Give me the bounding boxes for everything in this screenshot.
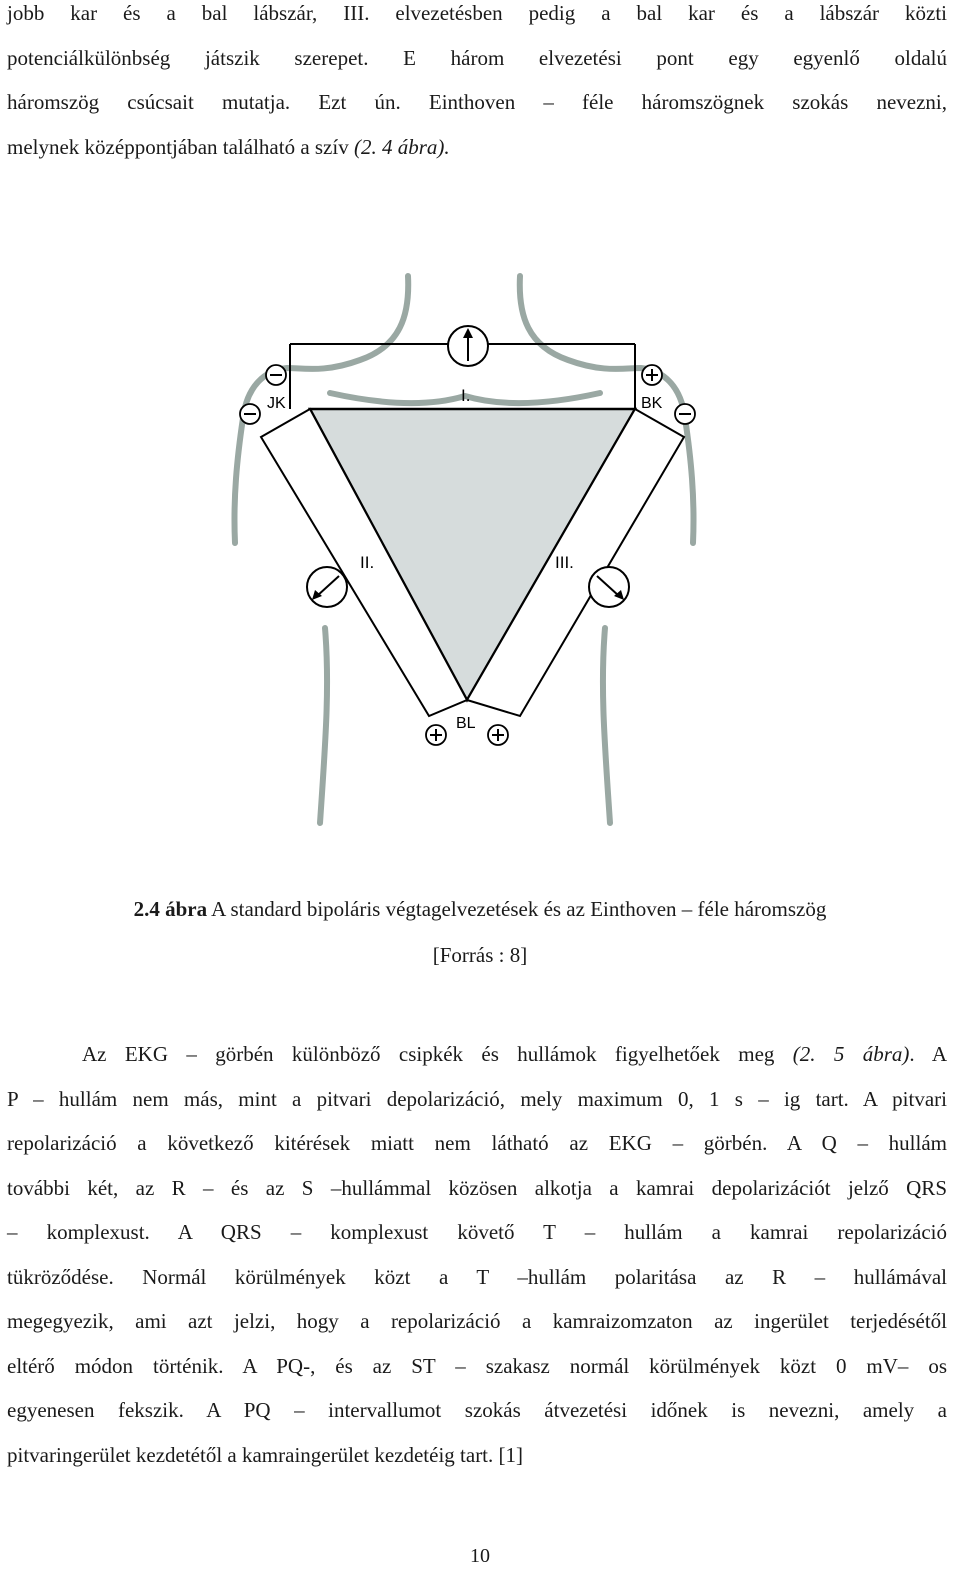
electrode-right-arm-label: JK	[267, 395, 286, 412]
text-line: – komplexust. A QRS – komplexust követő T – hullám a kamrai repolarizáció	[7, 1220, 947, 1244]
text-run: . A	[909, 1042, 947, 1066]
text-line: tükröződése. Normál körülmények közt a T –hullám polaritása az R – hullámával	[7, 1264, 947, 1289]
text-run: Az EKG – görbén különböző csipkék és hullámok figyelhetőek meg	[82, 1042, 793, 1066]
minus-icon	[240, 404, 260, 424]
figure-reference: (2. 4 ábra).	[353, 134, 450, 159]
figure-number: 2.4 ábra	[133, 897, 208, 921]
text-line: háromszög csúcsait mutatja. Ezt ún. Einthoven – féle háromszögnek szokás nevezni,	[7, 90, 947, 114]
text-line: pitvaringerület kezdetétől a kamraingerület kezdetéig tart. [1]	[7, 1442, 524, 1467]
plus-icon	[426, 725, 446, 745]
text-line: repolarizáció a következő kitérések miatt nem látható az EKG – görbén. A Q – hullám	[7, 1131, 947, 1155]
electrode-left-arm-label: BK	[641, 395, 663, 412]
figure-reference: (2. 5 ábra)	[792, 1042, 910, 1066]
page-number: 10	[470, 1545, 490, 1567]
text-line: P – hullám nem más, mint a pitvari depolarizáció, mely maximum 0, 1 s – ig tart. A pitvari	[7, 1086, 947, 1111]
figure-source: [Forrás : 8]	[432, 943, 528, 967]
caption-text: A standard bipoláris végtagelvezetések és az Einthoven – féle háromszög	[207, 897, 827, 921]
lead-ii-meter-icon	[307, 567, 347, 607]
plus-icon	[642, 365, 662, 385]
text-line	[7, 125, 947, 170]
minus-icon	[675, 404, 695, 424]
text-run: melynek középpontjában található a szív	[7, 134, 354, 159]
text-line: egyenesen fekszik. A PQ – intervallumot szokás átvezetési időnek is nevezni, amely a	[7, 1398, 947, 1422]
figure-caption	[0, 897, 960, 922]
lead-iii-label: III.	[555, 553, 574, 572]
text-line: potenciálkülönbség játszik szerepet. E három elvezetési pont egy egyenlő oldalú	[7, 45, 947, 70]
text-line: további két, az R – és az S –hullámmal közösen alkotja a kamrai depolarizációt jelző QRS	[7, 1175, 947, 1200]
lead-i-label: I.	[461, 386, 471, 405]
top-paragraph	[7, 0, 947, 169]
electrode-left-leg-label: BL	[456, 715, 476, 732]
text-line: megegyezik, ami azt jelzi, hogy a repolarizáció a kamraizomzaton az ingerület terjedésétől	[7, 1309, 947, 1333]
text-line: jobb kar és a bal lábszár, III. elvezetésben pedig a bal kar és a lábszár közti	[7, 1, 947, 25]
lead-ii-label: II.	[360, 553, 375, 572]
lead-i-meter-icon	[448, 326, 488, 366]
body-paragraph	[7, 1032, 947, 1477]
minus-icon	[266, 365, 286, 385]
plus-icon	[488, 725, 508, 745]
text-line	[7, 1032, 947, 1077]
einthoven-triangle-figure	[225, 268, 735, 828]
text-line: eltérő módon történik. A PQ-, és az ST – szakasz normál körülmények közt 0 mV– os	[7, 1353, 947, 1378]
lead-iii-meter-icon	[589, 567, 629, 607]
